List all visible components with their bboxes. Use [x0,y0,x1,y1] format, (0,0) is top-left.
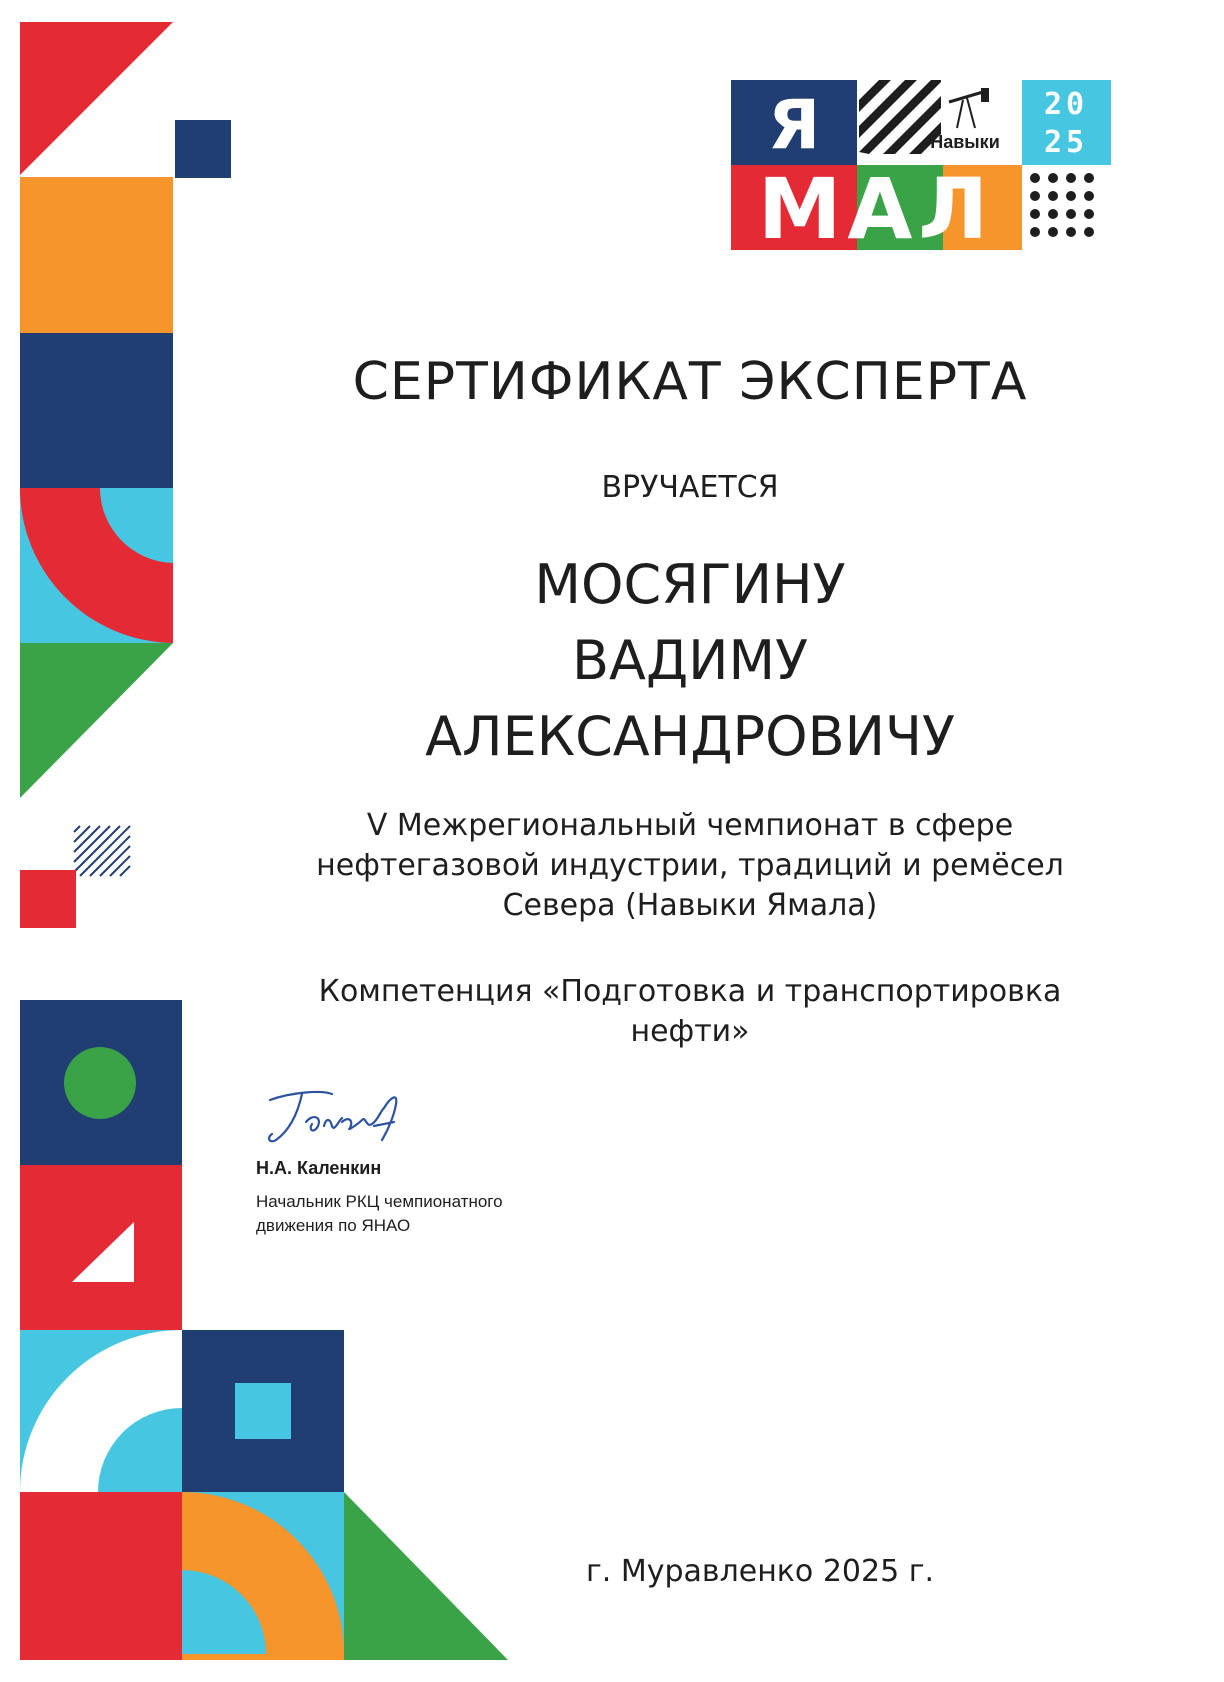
logo-label: Навыки [930,132,1000,152]
logo-year-bottom: 25 [1043,125,1089,160]
logo-letter-ya: Я [767,86,821,165]
event-description [250,806,1130,926]
signatory-name: Н.А. Каленкин [256,1158,382,1178]
logo-year-top: 20 [1043,87,1089,122]
awarded-label: ВРУЧАЕТСЯ [601,470,779,505]
green-triangle-shape [20,643,173,798]
signatory-position [256,1190,503,1238]
hatched-square-pattern [74,826,130,876]
competence-description [250,972,1130,1052]
yamal-skills-logo [731,80,1111,250]
oil-pump-icon [949,88,989,128]
recipient-first-name: ВАДИМУ [571,629,809,692]
red-triangle-shape [20,22,173,175]
navy-block [20,333,173,488]
competence-line: Компетенция «Подготовка и транспортировка [318,974,1062,1009]
green-bottom-triangle [344,1492,508,1660]
event-line: нефтегазовой индустрии, традиций и ремёсел [316,848,1064,883]
red-small-square [20,870,76,928]
competence-line: нефти» [630,1014,750,1049]
red-block-lower [20,1165,182,1330]
recipient-surname: МОСЯГИНУ [534,553,846,616]
logo-diagonal-stripes [859,80,941,154]
signatory-position-line: движения по ЯНАО [256,1216,411,1235]
place-and-date: г. Муравленко 2025 г. [585,1554,935,1589]
recipient-patronymic: АЛЕКСАНДРОВИЧУ [425,705,955,768]
orange-strip [182,1654,344,1660]
cyan-inner-square [235,1383,291,1439]
certificate-title: СЕРТИФИКАТ ЭКСПЕРТА [352,352,1028,412]
signatory-position-line: Начальник РКЦ чемпионатного [256,1192,503,1211]
green-circle-shape [64,1047,136,1119]
navy-small-square [175,120,231,178]
event-line: Севера (Навыки Ямала) [502,888,878,923]
handwritten-signature [262,1082,412,1154]
event-line: V Межрегиональный чемпионат в сфере [366,808,1014,843]
orange-block [20,177,173,333]
logo-letters-mal: МАЛ [757,160,995,250]
red-bottom-block [20,1492,182,1660]
